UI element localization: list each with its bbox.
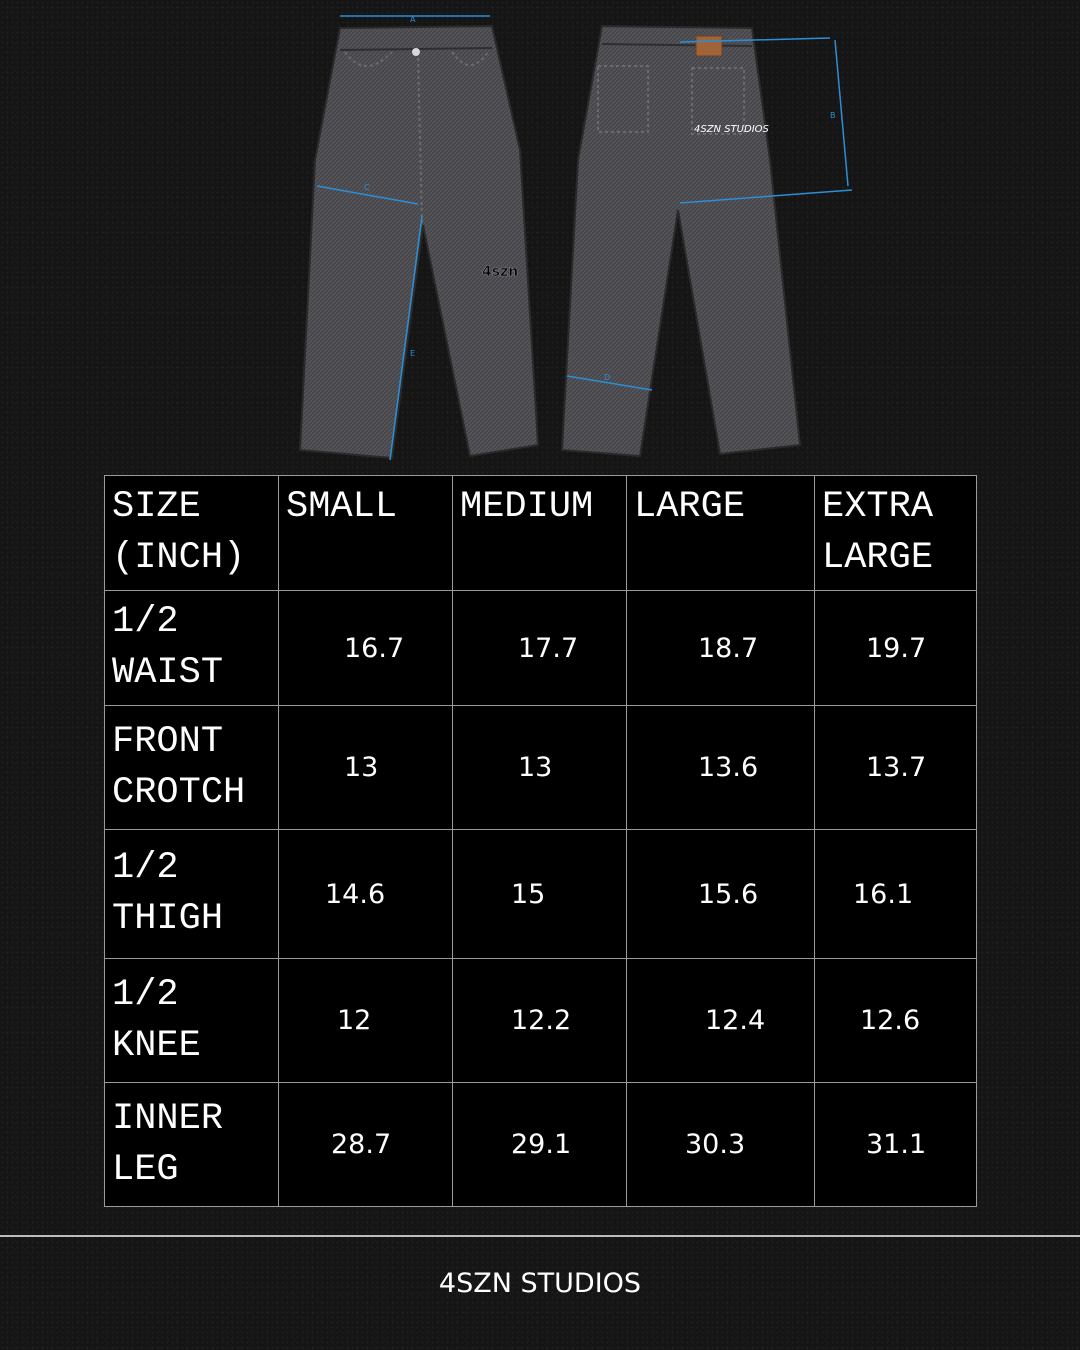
table-cell: 13.6 [627, 706, 815, 830]
table-cell: 13 [453, 706, 627, 830]
footer-divider [0, 1235, 1080, 1237]
table-cell: 13.7 [815, 706, 977, 830]
row-label-inner-leg: INNER LEG [105, 1083, 279, 1207]
measure-label-c: C [364, 183, 370, 192]
table-cell: 19.7 [815, 591, 977, 706]
header-medium: MEDIUM [453, 476, 627, 591]
jeans-illustration [0, 0, 1080, 470]
measure-label-b: B [830, 111, 836, 120]
size-chart-table [104, 475, 977, 1207]
table-cell: 12 [279, 959, 453, 1083]
header-row [105, 476, 977, 591]
measure-label-d: D [604, 373, 611, 382]
header-extra-large: EXTRA LARGE [815, 476, 977, 591]
row-label-knee: 1/2 KNEE [105, 959, 279, 1083]
table-cell: 16.1 [815, 830, 977, 959]
table-row [105, 591, 977, 706]
table-row [105, 706, 977, 830]
table-cell: 28.7 [279, 1083, 453, 1207]
header-large: LARGE [627, 476, 815, 591]
row-label-thigh: 1/2 THIGH [105, 830, 279, 959]
table-cell: 16.7 [279, 591, 453, 706]
table-row [105, 830, 977, 959]
table-cell: 12.6 [815, 959, 977, 1083]
table-cell: 15 [453, 830, 627, 959]
table-row [105, 1083, 977, 1207]
table-cell: 15.6 [627, 830, 815, 959]
table-cell: 29.1 [453, 1083, 627, 1207]
table-cell: 13 [279, 706, 453, 830]
table-cell: 31.1 [815, 1083, 977, 1207]
table-cell: 12.4 [627, 959, 815, 1083]
back-jeans [562, 26, 800, 456]
measure-label-a: A [410, 15, 416, 24]
row-label-waist: 1/2 WAIST [105, 591, 279, 706]
table-cell: 30.3 [627, 1083, 815, 1207]
header-size-inch: SIZE (INCH) [105, 476, 279, 591]
table-cell: 14.6 [279, 830, 453, 959]
measure-label-e: E [410, 349, 416, 358]
footer-brand: 4SZN STUDIOS [438, 1268, 642, 1299]
table-cell: 12.2 [453, 959, 627, 1083]
table-cell: 18.7 [627, 591, 815, 706]
table-row [105, 959, 977, 1083]
row-label-front-crotch: FRONT CROTCH [105, 706, 279, 830]
header-small: SMALL [279, 476, 453, 591]
back-embroidery: 4SZN STUDIOS [694, 124, 769, 135]
table-cell: 17.7 [453, 591, 627, 706]
front-patch-logo: 4szn [482, 264, 519, 280]
